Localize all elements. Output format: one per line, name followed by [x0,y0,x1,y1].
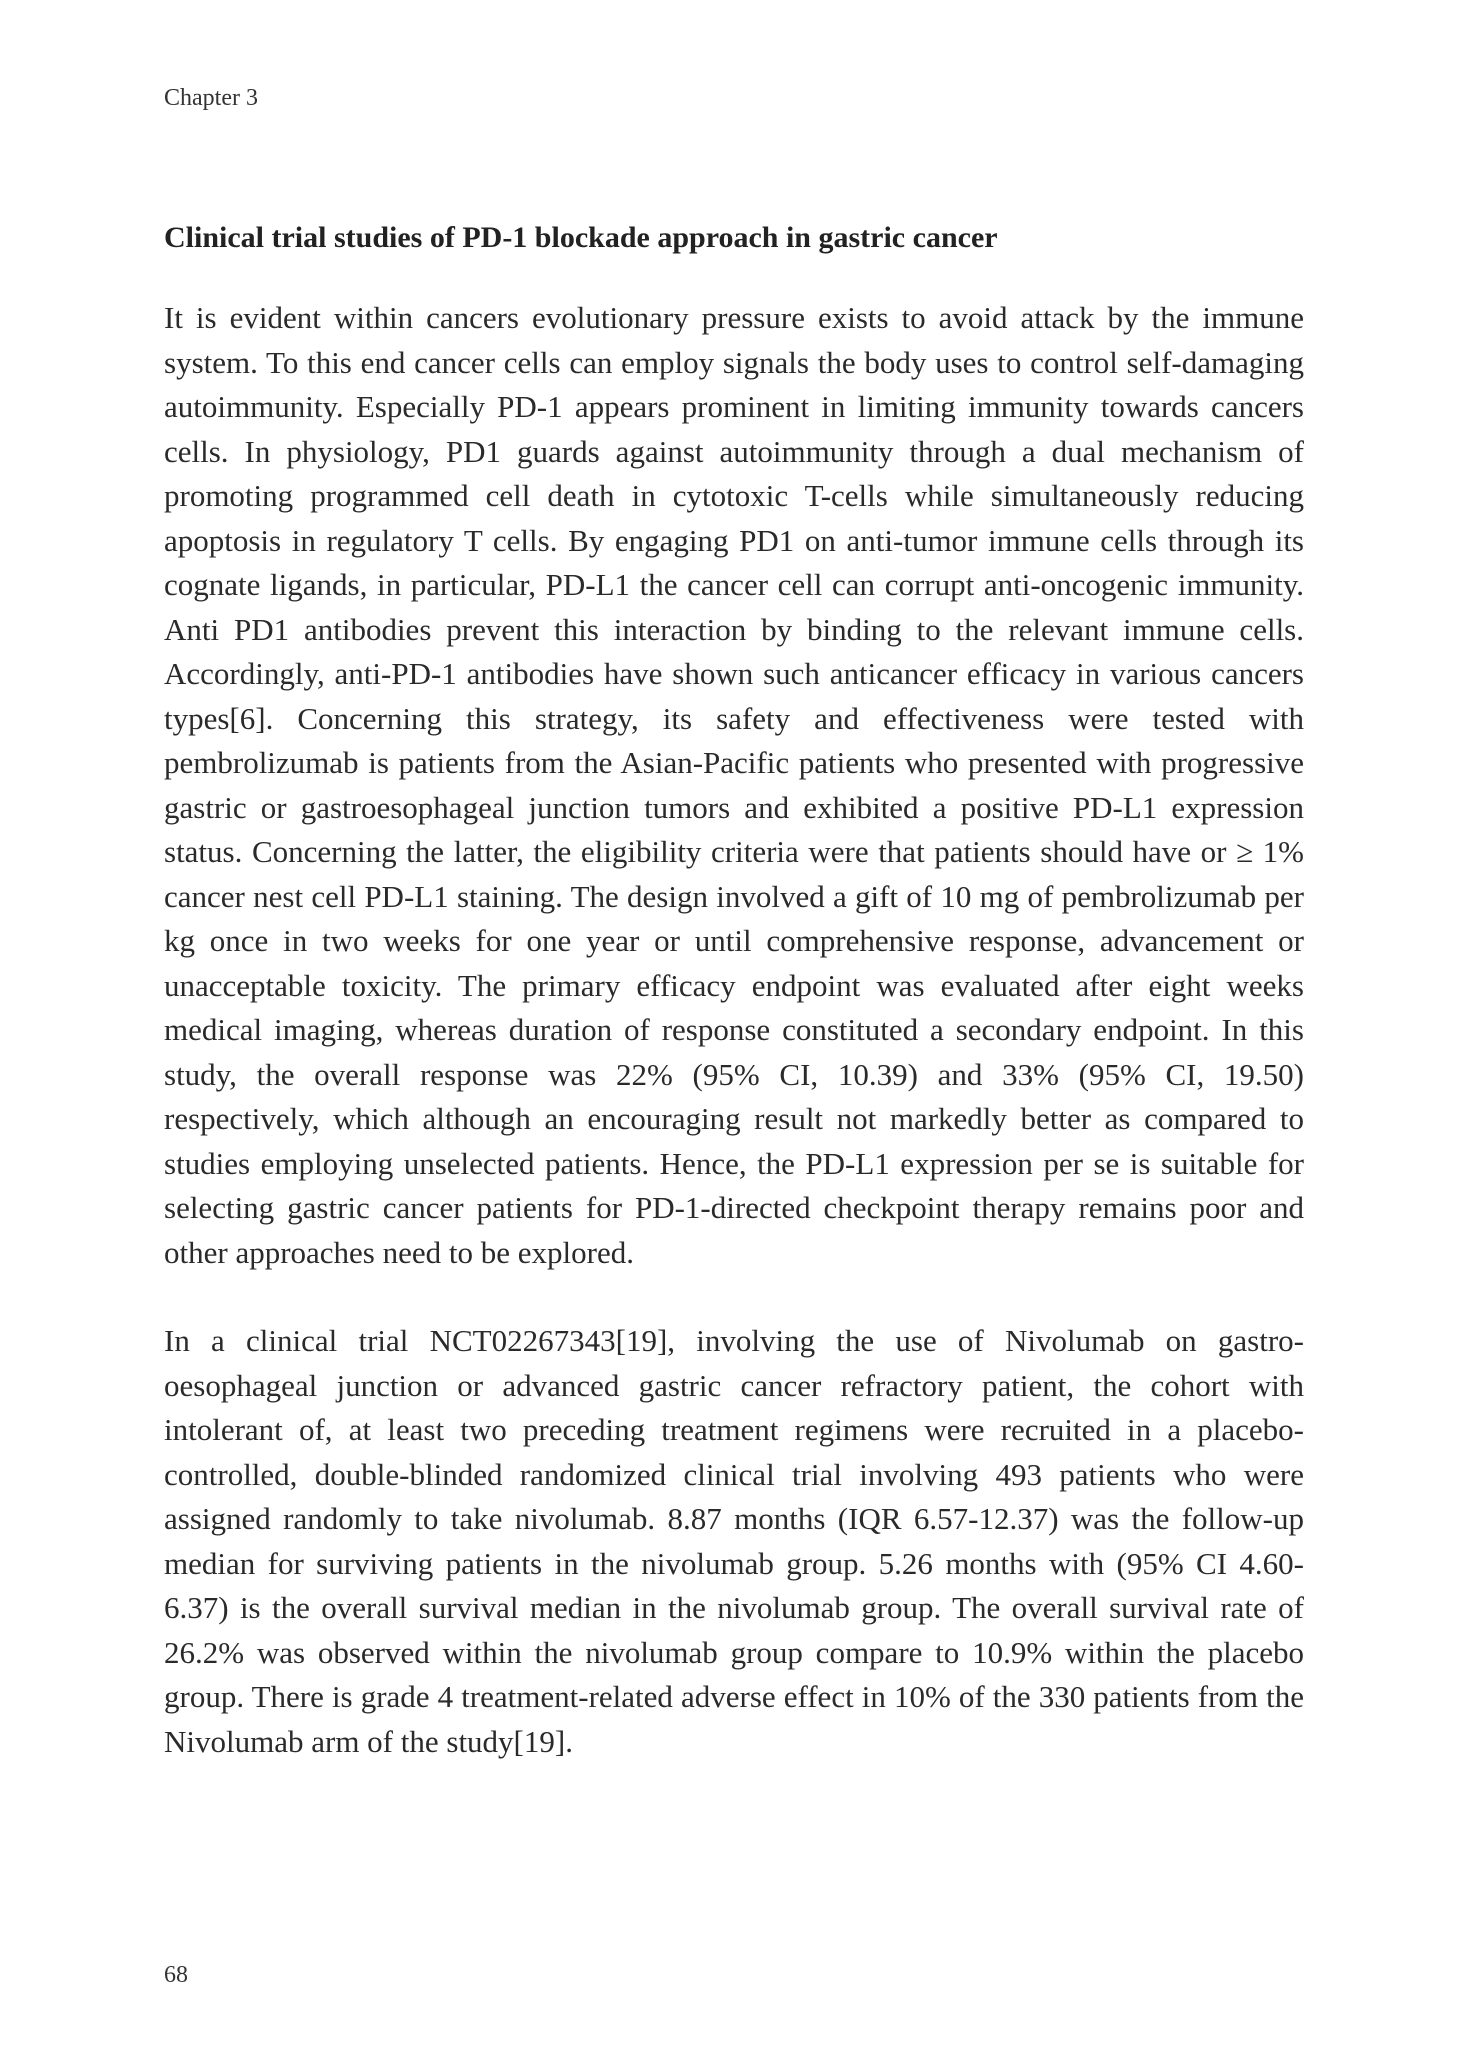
paragraph-pembrolizumab: It is evident within cancers evolutionary pressure exists to avoid attack by the immune system. To this end cancer cells can employ signals the body uses to control self-damaging autoimmunity. Especially PD-1 appears prominent in limiting immunity towards cancers cells. In physiology, PD1 guards against autoimmunity through a dual mechanism of promoting programmed cell death in cytotoxic T-cells while simultaneously reducing apoptosis in regulatory T cells. By engaging PD1 on anti-tumor immune cells through its cognate ligands, in particular, PD-L1 the cancer cell can corrupt anti-oncogenic immunity. Anti PD1 antibodies prevent this interaction by binding to the relevant immune cells. Accordingly, anti-PD-1 antibodies have shown such anticancer efficacy in various cancers types[6]. Concerning this strategy, its safety and effectiveness were tested with pembrolizumab is patients from the Asian-Pacific patients who presented with progressive gastric or gastroesophageal junction tumors and exhibited a positive PD-L1 expression status. Concerning the latter, the eligibility criteria were that patients should have or ≥ 1% cancer nest cell PD-L1 staining. The design involved a gift of 10 mg of pembrolizumab per kg once in two weeks for one year or until comprehensive response, advancement or unacceptable toxicity. The primary efficacy endpoint was evaluated after eight weeks medical imaging, whereas duration of response constituted a secondary endpoint. In this study, the overall response was 22% (95% CI, 10.39) and 33% (95% CI, 19.50) respectively, which although an encouraging result not markedly better as compared to studies employing unselected patients. Hence, the PD-L1 expression per se is suitable for selecting gastric cancer patients for PD-1-directed checkpoint therapy remains poor and other approaches need to be explored. [164,300,1304,1270]
running-head: Chapter 3 [164,85,258,111]
paragraph-nivolumab: In a clinical trial NCT02267343[19], involving the use of Nivolumab on gastro-oesophageal junction or advanced gastric cancer refractory patient, the cohort with intolerant of, at least two preceding treatment regimens were recruited in a placebo-controlled, double-blinded randomized clinical trial involving 493 patients who were assigned randomly to take nivolumab. 8.87 months (IQR 6.57-12.37) was the follow-up median for surviving patients in the nivolumab group. 5.26 months with (95% CI 4.60-6.37) is the overall survival median in the nivolumab group. The overall survival rate of 26.2% was observed within the nivolumab group compare to 10.9% within the placebo group. There is grade 4 treatment-related adverse effect in 10% of the 330 patients from the Nivolumab arm of the study[19]. [164,1323,1304,1759]
page-number: 68 [164,1962,188,1988]
main-content [164,220,1304,1808]
section-title: Clinical trial studies of PD-1 blockade approach in gastric cancer [164,221,998,254]
